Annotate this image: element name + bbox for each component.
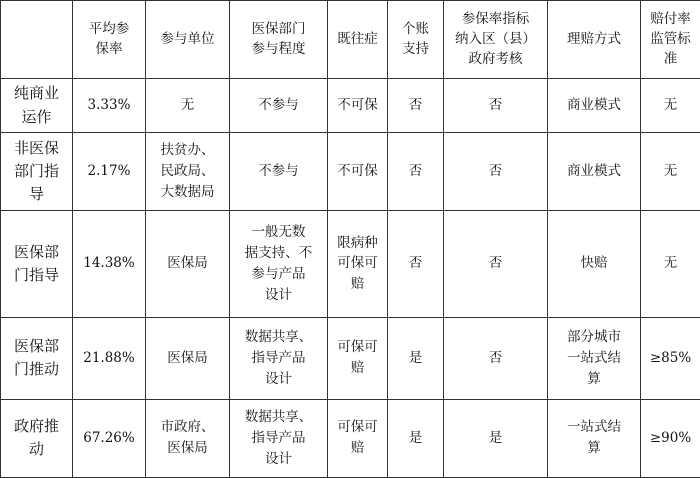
table-cell: 否: [444, 133, 548, 211]
table-cell: 3.33%: [73, 79, 146, 133]
row-header: 非医保 部门指 导: [1, 133, 73, 211]
table-cell: 无: [641, 211, 700, 317]
row-header: 医保部 门指导: [1, 211, 73, 317]
table-cell: 不可保: [328, 133, 388, 211]
table-cell: 限病种 可保可 赔: [328, 211, 388, 317]
table-row: [1, 399, 700, 477]
header-cell-avg-enrollment-rate: 平均参 保率: [73, 1, 146, 79]
table-cell: 快赔: [548, 211, 641, 317]
table-cell: 67.26%: [73, 399, 146, 477]
table-cell: 否: [388, 79, 444, 133]
table-cell: 可保可 赔: [328, 317, 388, 399]
table-cell: 无: [146, 79, 230, 133]
table-row: [1, 211, 700, 317]
table-cell: ≥90%: [641, 399, 700, 477]
table-row: [1, 317, 700, 399]
table-cell: 扶贫办、 民政局、 大数据局: [146, 133, 230, 211]
row-header: 医保部 门推动: [1, 317, 73, 399]
table-cell: 是: [444, 399, 548, 477]
table-cell: 部分城市 一站式结 算: [548, 317, 641, 399]
table-cell: 一般无数 据支持、不 参与产品 设计: [230, 211, 328, 317]
table-cell: 否: [444, 211, 548, 317]
header-cell-medical-insurance-involvement: 医保部门 参与程度: [230, 1, 328, 79]
table-cell: ≥85%: [641, 317, 700, 399]
header-row: [1, 1, 700, 79]
table-cell: 是: [388, 317, 444, 399]
header-cell-preexisting-conditions: 既往症: [328, 1, 388, 79]
table-cell: 2.17%: [73, 133, 146, 211]
row-header: 政府推 动: [1, 399, 73, 477]
table-cell: 否: [444, 317, 548, 399]
table-cell: 不可保: [328, 79, 388, 133]
table-cell: 数据共享、 指导产品 设计: [230, 399, 328, 477]
header-cell-loss-ratio-standard: 赔付率 监管标 准: [641, 1, 700, 79]
table-cell: 商业模式: [548, 79, 641, 133]
header-cell-claims-method: 理赔方式: [548, 1, 641, 79]
table-cell: 否: [388, 133, 444, 211]
table-cell: 一站式结 算: [548, 399, 641, 477]
table-cell: 否: [388, 211, 444, 317]
table-cell: 是: [388, 399, 444, 477]
table-cell: 否: [444, 79, 548, 133]
table-cell: 不参与: [230, 133, 328, 211]
table-cell: 14.38%: [73, 211, 146, 317]
table-row: [1, 79, 700, 133]
table-cell: 医保局: [146, 211, 230, 317]
row-header: 纯商业 运作: [1, 79, 73, 133]
header-cell-participating-units: 参与单位: [146, 1, 230, 79]
header-cell-corner: [1, 1, 73, 79]
table-row: [1, 133, 700, 211]
table-cell: 商业模式: [548, 133, 641, 211]
table-cell: 无: [641, 79, 700, 133]
table-cell: 医保局: [146, 317, 230, 399]
table-cell: 不参与: [230, 79, 328, 133]
header-cell-government-assessment: 参保率指标 纳入区（县） 政府考核: [444, 1, 548, 79]
header-cell-personal-account-support: 个账 支持: [388, 1, 444, 79]
table-cell: 可保可 赔: [328, 399, 388, 477]
table-cell: 数据共享、 指导产品 设计: [230, 317, 328, 399]
table-cell: 市政府、 医保局: [146, 399, 230, 477]
table-cell: 21.88%: [73, 317, 146, 399]
table-cell: 无: [641, 133, 700, 211]
